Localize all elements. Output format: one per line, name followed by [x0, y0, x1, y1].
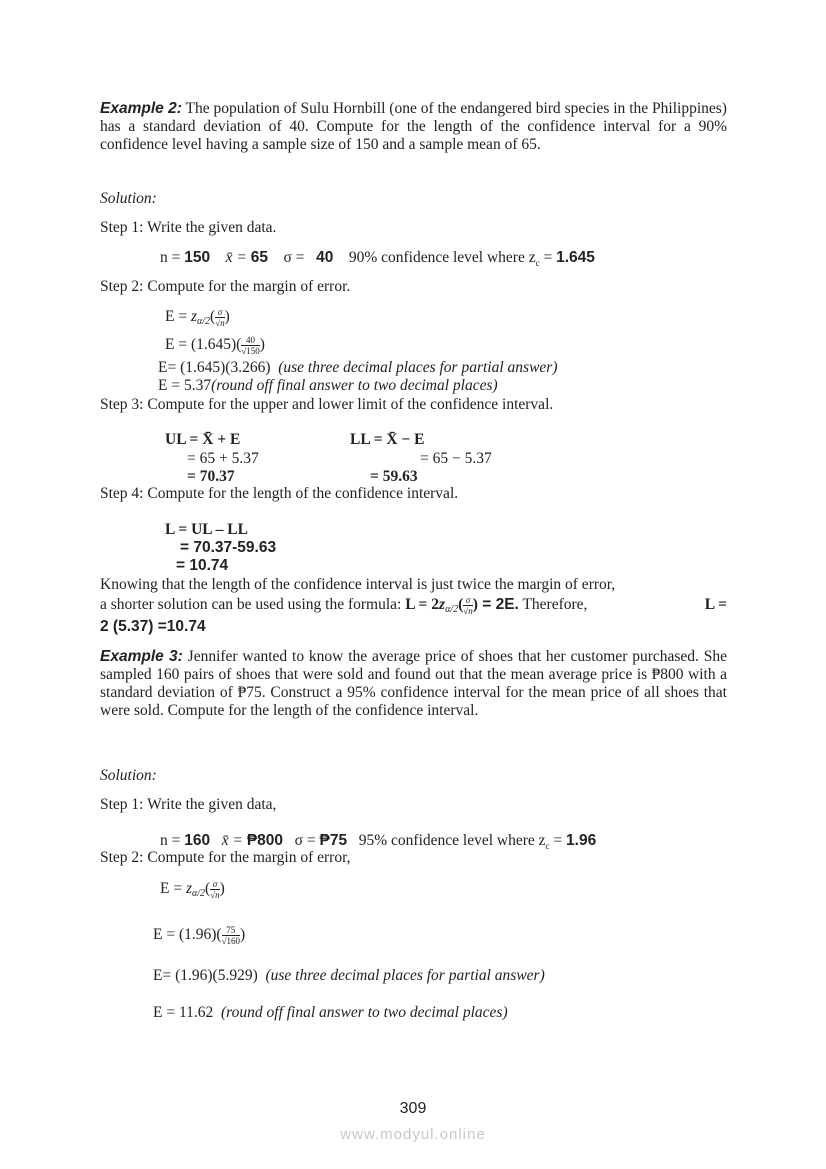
sd-label: σ =	[283, 249, 309, 266]
numerator: 75	[222, 925, 240, 936]
numerator: σ	[463, 595, 472, 606]
z: z	[439, 596, 446, 613]
solution-heading: Solution:	[100, 190, 157, 207]
rp: )	[259, 336, 265, 353]
given-data	[160, 249, 595, 272]
sd-value: 40	[316, 249, 334, 266]
ul-result: = 70.37	[187, 468, 235, 485]
ll-result: = 59.63	[370, 468, 418, 485]
sd-value: ₱75	[319, 832, 348, 849]
formula-final	[158, 377, 498, 395]
step-3: Step 3: Compute for the upper and lower limit of the confidence interval.	[100, 396, 554, 413]
lhs: E =	[165, 308, 191, 325]
numerator: 40	[241, 335, 259, 346]
rp: )	[240, 926, 246, 943]
denominator: √150	[241, 345, 260, 356]
therefore: Therefore,	[518, 596, 588, 613]
fraction	[241, 335, 259, 356]
step-1: Step 1: Write the given data.	[100, 219, 277, 236]
n-label: n =	[160, 832, 185, 849]
step-2-ex3: Step 2: Compute for the margin of error,	[100, 849, 351, 866]
length-result: = 10.74	[176, 557, 229, 574]
denominator: √n	[210, 889, 220, 900]
formula-rhs: = 2E.	[477, 596, 519, 613]
numerator: σ	[215, 307, 224, 318]
eq: E = 11.62	[153, 1004, 214, 1021]
eq: E= (1.96)(5.929)	[153, 967, 258, 984]
lhs: E = (1.645)(	[165, 336, 242, 353]
formula-substituted	[165, 333, 265, 357]
denominator: √160	[221, 935, 241, 946]
l-eq: L =	[704, 596, 727, 613]
length-formula: L = UL – LL	[165, 521, 248, 538]
ul-formula: UL = X̄ + E	[165, 431, 241, 448]
mean-value: ₱800	[246, 832, 284, 849]
zc-value: 1.645	[556, 249, 595, 266]
fraction	[215, 307, 224, 328]
lhs: E =	[160, 880, 186, 897]
sd-label: σ =	[294, 832, 320, 849]
formula-general: $E = z_{\alpha/2}$( $\frac{\sigma}{√n}$ )	[165, 306, 230, 328]
eq: =	[549, 832, 567, 849]
fraction	[463, 595, 472, 616]
formula-partial	[158, 359, 557, 377]
zc-subscript: c	[545, 841, 550, 852]
note: (round off final answer to two decimal places)	[211, 377, 498, 394]
ul-calc: = 65 + 5.37	[187, 450, 259, 467]
ll-formula: LL = X̄ − E	[350, 431, 425, 448]
n-label: n =	[160, 249, 185, 266]
z: z	[190, 308, 198, 325]
denominator: √n	[463, 605, 473, 616]
example-3-text: Jennifer wanted to know the average price of shoes that her customer purchased. She sampled 160 pairs of shoes that were sold and found out that the mean average price is ₱800 with a standard deviation of ₱75. Construct a 95% confidence interval for the mean price of all shoes that were sold. Compute for the length of the confidence interval.	[100, 648, 727, 719]
formula-lhs: L = 2	[405, 596, 440, 613]
zc-value: 1.96	[566, 832, 597, 849]
example-3-problem	[100, 648, 727, 720]
shortcut-formula-line: a shorter solution can be used using the formula: $L = 2z_{\alpha/2}$( $\frac{\sigma}{√n}$ ) = 2E. Therefore, L =	[100, 594, 727, 616]
example-2-problem	[100, 100, 727, 154]
example-3-label: Example 3:	[100, 648, 183, 665]
sub: α/2	[192, 888, 206, 899]
example-2-label: Example 2:	[100, 100, 182, 117]
n-value: 160	[184, 832, 211, 849]
page-number: 309	[399, 1100, 427, 1117]
note: (use three decimal places for partial answer)	[265, 967, 545, 984]
numerator: σ	[210, 879, 219, 890]
example-2-text: The population of Sulu Hornbill (one of the endangered bird species in the Philippines) has a standard deviation of 40. Compute for the length of the confidence interval for a 90% confidence level having a sample size of 150 and a sample mean of 65.	[100, 100, 727, 153]
fraction	[222, 925, 240, 946]
note: (use three decimal places for partial answer)	[278, 359, 558, 376]
eq: =	[539, 249, 557, 266]
shortcut-result: 2 (5.37) =10.74	[100, 618, 206, 635]
denominator: √n	[215, 317, 225, 328]
n-value: 150	[184, 249, 211, 266]
formula-general-ex3: $E = z_{\alpha/2}$( $\frac{\sigma}{√n}$ )	[160, 878, 225, 900]
length-calc: = 70.37-59.63	[180, 539, 277, 556]
fraction	[210, 879, 219, 900]
mean-label: x̄ =	[225, 249, 251, 266]
sub: α/2	[445, 604, 459, 615]
ll-calc: = 65 − 5.37	[420, 450, 492, 467]
watermark: www.modyul.online	[340, 1126, 486, 1143]
step-4: Step 4: Compute for the length of the confidence interval.	[100, 485, 459, 502]
confidence-text: 90% confidence level where z	[348, 249, 536, 266]
confidence-text: 95% confidence level where z	[358, 832, 546, 849]
note: (round off final answer to two decimal places)	[221, 1004, 508, 1021]
sub: α/2	[197, 316, 211, 327]
note-text: a shorter solution can be used using the formula:	[100, 596, 406, 613]
formula-partial-ex3	[153, 967, 545, 985]
zc-subscript: c	[535, 258, 540, 269]
formula-final-ex3	[153, 1004, 508, 1022]
step-1-ex3: Step 1: Write the given data,	[100, 796, 277, 813]
step-2: Step 2: Compute for the margin of error.	[100, 278, 351, 295]
note-line-1: Knowing that the length of the confidence interval is just twice the margin of error,	[100, 576, 616, 593]
formula-substituted-ex3	[153, 923, 245, 947]
z: z	[185, 880, 193, 897]
mean-label: x̄ =	[221, 832, 247, 849]
eq: E= (1.645)(3.266)	[158, 359, 271, 376]
lhs: E = (1.96)(	[153, 926, 222, 943]
mean-value: 65	[250, 249, 268, 266]
solution-heading-2: Solution:	[100, 767, 157, 784]
shortcut-note	[100, 576, 727, 594]
eq: E = 5.37	[158, 377, 212, 394]
